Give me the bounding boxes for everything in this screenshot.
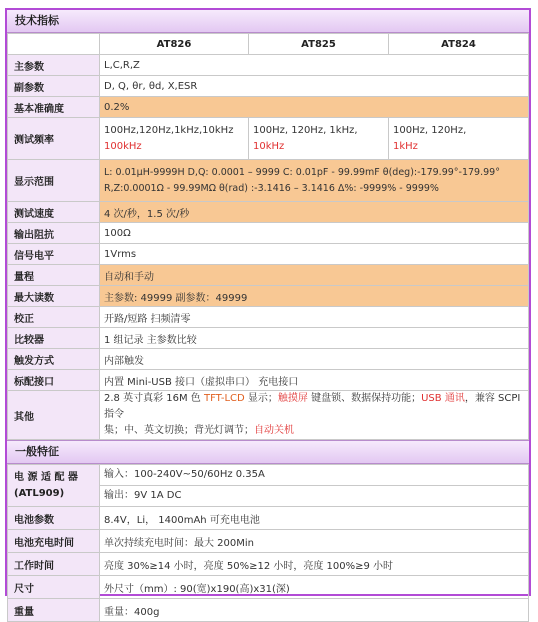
row-value: 8.4V，Li， 1400mAh 可充电电池: [100, 507, 529, 530]
row-label: 工作时间: [8, 553, 100, 576]
row-label: 重量: [8, 599, 100, 622]
row-label: 电池参数: [8, 507, 100, 530]
row-value: 0.2%: [100, 97, 529, 118]
row-value: 自动和手动: [100, 265, 529, 286]
table-row: [8, 76, 529, 97]
table-row: [8, 507, 529, 530]
table-row: [8, 223, 529, 244]
row-value: 内置 Mini-USB 接口（虚拟串口） 充电接口: [100, 370, 529, 391]
row-value: D, Q, θr, θd, X,ESR: [100, 76, 529, 97]
table-row: [8, 265, 529, 286]
row-label: 量程: [8, 265, 100, 286]
table-row-models: [8, 34, 529, 55]
table-row-other: [8, 391, 529, 440]
table-row-adapter: [8, 465, 529, 507]
table-row: [8, 244, 529, 265]
table-row: [8, 328, 529, 349]
model-at824: AT824: [389, 34, 529, 55]
range-value: L: 0.01μH-9999H D,Q: 0.0001 – 9999 C: 0.01pF - 99.99mF θ(deg):-179.99°-179.99° R,Z:0.0001Ω - 99.99MΩ θ(rad) :-3.1416 – 3.1416 Δ%: -9999% - 9999%: [100, 160, 529, 202]
row-value: 100Ω: [100, 223, 529, 244]
table-row: [8, 576, 529, 599]
row-value: L,C,R,Z: [100, 55, 529, 76]
freq-at825: 100Hz, 120Hz, 1kHz, 10kHz: [249, 118, 389, 160]
table-row: [8, 349, 529, 370]
table-row: [8, 307, 529, 328]
row-label: 输出阻抗: [8, 223, 100, 244]
table-row: [8, 55, 529, 76]
table-row: [8, 553, 529, 576]
spec-sheet: [5, 8, 531, 618]
row-value: 开路/短路 扫频清零: [100, 307, 529, 328]
row-label: 尺寸: [8, 576, 100, 599]
row-value: 亮度 30%≥14 小时，亮度 50%≥12 小时，亮度 100%≥9 小时: [100, 553, 529, 576]
row-label: 主参数: [8, 55, 100, 76]
row-label: 标配接口: [8, 370, 100, 391]
header-empty-cell: [8, 34, 100, 55]
other-value: 2.8 英寸真彩 16M 色 TFT-LCD 显示；触摸屏 键盘锁、数据保持功能；USB 通讯，兼容 SCPI 指令 集；中、英文切换；背光灯调节；自动关机: [100, 391, 529, 440]
row-label: 校正: [8, 307, 100, 328]
section-title-tech-specs: 技术指标: [7, 10, 529, 33]
adapter-value: 输入：100-240V~50/60Hz 0.35A 输出：9V 1A DC: [100, 465, 529, 507]
row-label: 其他: [8, 391, 100, 440]
table-row: [8, 202, 529, 223]
table-row: [8, 599, 529, 622]
row-label: 最大读数: [8, 286, 100, 307]
freq-at826: 100Hz,120Hz,1kHz,10kHz 100kHz: [100, 118, 249, 160]
row-label: 副参数: [8, 76, 100, 97]
row-label: 信号电平: [8, 244, 100, 265]
row-label: 显示范围: [8, 160, 100, 202]
row-label: 触发方式: [8, 349, 100, 370]
row-value: 主参数: 49999 副参数：49999: [100, 286, 529, 307]
table-row: [8, 286, 529, 307]
row-label: 比较器: [8, 328, 100, 349]
row-value: 4 次/秒，1.5 次/秒: [100, 202, 529, 223]
row-value: 内部触发: [100, 349, 529, 370]
row-value: 1 组记录 主参数比较: [100, 328, 529, 349]
general-specs-table: [7, 464, 529, 622]
row-value: 外尺寸（mm）: 90(宽)x190(高)x31(深): [100, 576, 529, 599]
row-value: 1Vrms: [100, 244, 529, 265]
row-label: 基本准确度: [8, 97, 100, 118]
section-title-general: 一般特征: [7, 440, 529, 464]
model-at826: AT826: [100, 34, 249, 55]
tech-specs-table: [7, 33, 529, 440]
row-label: 测试频率: [8, 118, 100, 160]
row-value: 单次持续充电时间：最大 200Min: [100, 530, 529, 553]
model-at825: AT825: [249, 34, 389, 55]
row-label: 测试速度: [8, 202, 100, 223]
freq-at824: 100Hz, 120Hz, 1kHz: [389, 118, 529, 160]
table-row-frequency: [8, 118, 529, 160]
row-label: 电池充电时间: [8, 530, 100, 553]
row-value: 重量：400g: [100, 599, 529, 622]
table-row: [8, 370, 529, 391]
table-row: [8, 530, 529, 553]
table-row: [8, 97, 529, 118]
table-row-range: [8, 160, 529, 202]
row-label: 电 源 适 配 器 (ATL909): [8, 465, 100, 507]
